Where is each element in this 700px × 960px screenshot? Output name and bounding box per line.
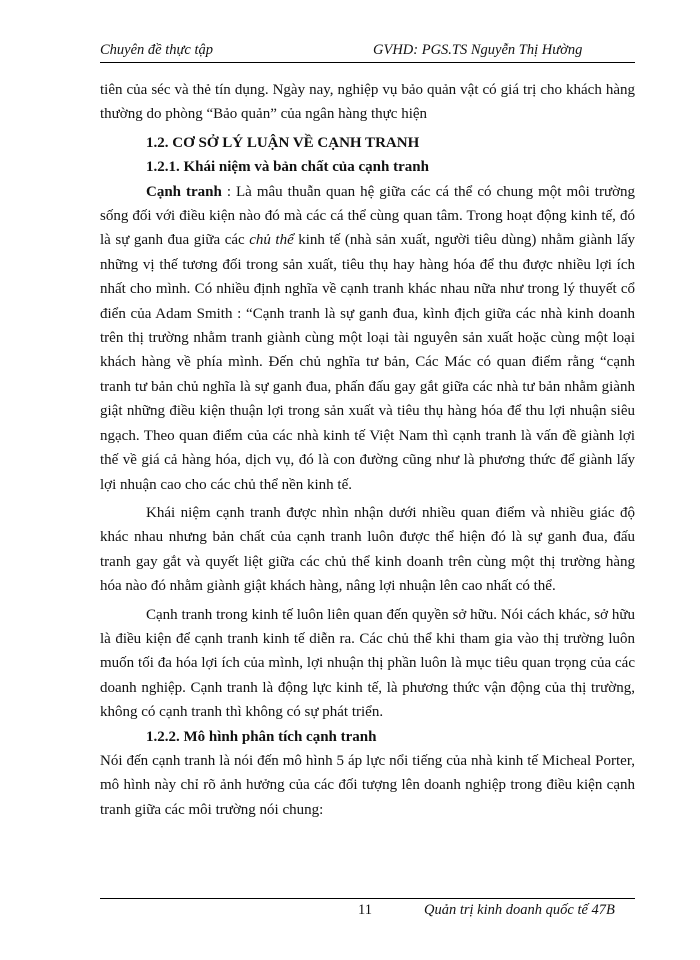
- paragraph-concept: Khái niệm cạnh tranh được nhìn nhận dưới nhiều quan điểm và nhiều giác độ khác nhau nhưng bản chất của cạnh tranh luôn được thể hiện đó là sự ganh đua, đấu tranh gay gắt và quyết liệt giữa các chủ thể kinh doanh trên cùng một thị trường hàng hóa nào đó nhằm giành giật khách hàng, nâng lợi nhuận lên cao nhất có thể.: [100, 504, 635, 595]
- page-number: 11: [358, 902, 372, 918]
- paragraph-ownership: Cạnh tranh trong kinh tế luôn liên quan đến quyền sở hữu. Nói cách khác, sở hữu là điều kiện để cạnh tranh kinh tế diễn ra. Các chủ thể khi tham gia vào thị trường luôn muốn tối đa hóa lợi ích của mình, lợi nhuận thị phần luôn là mục tiêu quan trọng của các doanh nghiệp. Cạnh tranh là động lực kinh tế, là phương thức vận động của thị trường, không có cạnh tranh thì không có sự phát triển.: [100, 606, 635, 721]
- emphasis-chu-the: chủ thể: [249, 232, 294, 249]
- header-supervisor: GVHD: PGS.TS Nguyễn Thị Hường: [373, 42, 583, 58]
- paragraph-definition: [100, 180, 635, 497]
- page-header: [100, 40, 635, 63]
- section-heading-1-2: 1.2. CƠ SỞ LÝ LUẬN VỀ CẠNH TRANH: [146, 134, 420, 151]
- section-heading-1-2-2: 1.2.2. Mô hình phân tích cạnh tranh: [146, 728, 377, 745]
- paragraph-definition-part-b: kinh tế (nhà sản xuất, người tiêu dùng) nhằm giành lấy những vị thế tương đối trong sản xuất, tiêu thụ hay hàng hóa để thu được nhiều lợi ích nhất cho mình. Có nhiều định nghĩa về cạnh tranh khác nhau nữa như trong lý thuyết cổ điển của Adam Smith : “Cạnh tranh là sự ganh đua, kình địch giữa các nhà kinh doanh trên thị trường nhằm tranh giành cùng một loại tài nguyên sản xuất hoặc cùng một loại khách hàng về phía mình. Đến chủ nghĩa tư bản, Các Mác có quan điểm rằng “cạnh tranh tư bản chủ nghĩa là sự ganh đua, phấn đấu gay gắt giữa các nhà tư bản nhằm giành giật những điều kiện thuận lợi trong sản xuất và tiêu thụ hàng hóa để thu lợi nhuận siêu ngạch. Theo quan điểm của các nhà kinh tế Việt Nam thì cạnh tranh là vấn đề giành lợi thế về giá cả hàng hóa, dịch vụ, đó là con đường cũng như là phương thức để giành lấy lợi nhuận cao cho các chủ thể nền kinh tế.: [100, 232, 635, 493]
- page-footer: [100, 898, 635, 921]
- term-canh-tranh: Cạnh tranh: [146, 183, 222, 200]
- paragraph-porter-model: Nói đến cạnh tranh là nói đến mô hình 5 áp lực nổi tiếng của nhà kinh tế Micheal Porter, mô hình này chỉ rõ ảnh hưởng của các đối tượng lên doanh nghiệp trong điều kiện cạnh tranh giữa các môi trường nói chung:: [100, 752, 635, 818]
- paragraph-continued: tiên của séc và thẻ tín dụng. Ngày nay, nghiệp vụ bảo quản vật có giá trị cho khách hàng thường do phòng “Bảo quản” của ngân hàng thực hiện: [100, 82, 635, 123]
- footer-course: Quản trị kinh doanh quốc tế 47B: [424, 902, 615, 918]
- header-title: Chuyên đề thực tập: [100, 42, 214, 58]
- section-heading-1-2-1: 1.2.1. Khái niệm và bản chất của cạnh tranh: [146, 159, 429, 176]
- document-body: [100, 78, 635, 822]
- paragraph-definition-part-a: : Là mâu thuẫn quan hệ giữa các cá thể có chung một môi trường sống đối với điều kiện nào đó mà các cá thể cùng quan tâm. Trong hoạt động kinh tế, đó là sự ganh đua giữa các: [100, 183, 636, 249]
